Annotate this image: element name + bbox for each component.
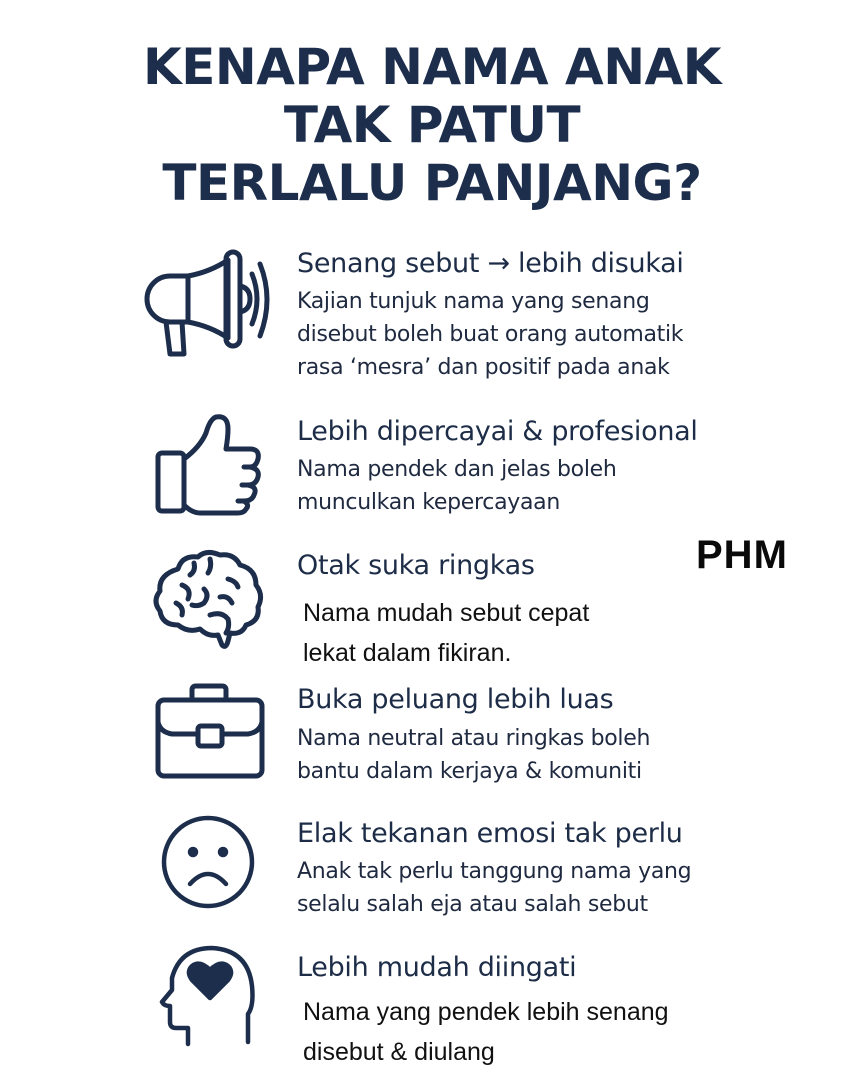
item-body-line: lekat dalam fikiran. bbox=[303, 639, 512, 667]
item-body bbox=[297, 855, 691, 921]
sad-face-icon bbox=[158, 812, 258, 912]
thumbs-up-icon bbox=[148, 407, 268, 522]
megaphone-icon bbox=[140, 244, 270, 364]
title-line-3: TERLALU PANJANG? bbox=[162, 154, 702, 212]
item-body bbox=[297, 722, 650, 788]
item-body-line: Nama mudah sebut cepat bbox=[303, 599, 590, 627]
title-line-1: KENAPA NAMA ANAK bbox=[143, 38, 721, 96]
item-body-line: munculkan kepercayaan bbox=[297, 490, 560, 515]
item-heading: Otak suka ringkas bbox=[297, 550, 535, 581]
item-body-line: Nama yang pendek lebih senang bbox=[303, 998, 669, 1026]
item-body-line: disebut boleh buat orang automatik bbox=[297, 322, 684, 347]
item-heading: Senang sebut → lebih disukai bbox=[297, 248, 684, 279]
head-heart-icon bbox=[156, 942, 256, 1052]
item-body bbox=[303, 992, 677, 1072]
item-body-line: Anak tak perlu tanggung nama yang bbox=[297, 859, 692, 884]
item-body-line: disebut & diulang bbox=[303, 1038, 495, 1066]
item-body-line: selalu salah eja atau salah sebut bbox=[297, 892, 648, 917]
watermark-label: PHM bbox=[696, 533, 788, 577]
item-body-line: rasa ‘mesra’ dan positif pada anak bbox=[297, 355, 670, 380]
item-heading: Lebih dipercayai & profesional bbox=[297, 416, 698, 447]
item-heading: Lebih mudah diingati bbox=[297, 952, 577, 983]
title-line-2: TAK PATUT bbox=[283, 96, 581, 154]
item-heading: Buka peluang lebih luas bbox=[297, 684, 614, 715]
brain-icon bbox=[148, 545, 268, 655]
item-body-line: Kajian tunjuk nama yang senang bbox=[297, 289, 650, 314]
briefcase-icon bbox=[152, 682, 267, 782]
item-body bbox=[297, 453, 617, 519]
item-body-line: Nama neutral atau ringkas boleh bbox=[297, 726, 651, 751]
page-title bbox=[0, 38, 864, 212]
item-body-line: bantu dalam kerjaya & komuniti bbox=[297, 759, 642, 784]
item-body-line: Nama pendek dan jelas boleh bbox=[297, 457, 617, 482]
item-body bbox=[303, 593, 597, 673]
item-heading: Elak tekanan emosi tak perlu bbox=[297, 818, 683, 849]
item-body bbox=[297, 285, 683, 384]
